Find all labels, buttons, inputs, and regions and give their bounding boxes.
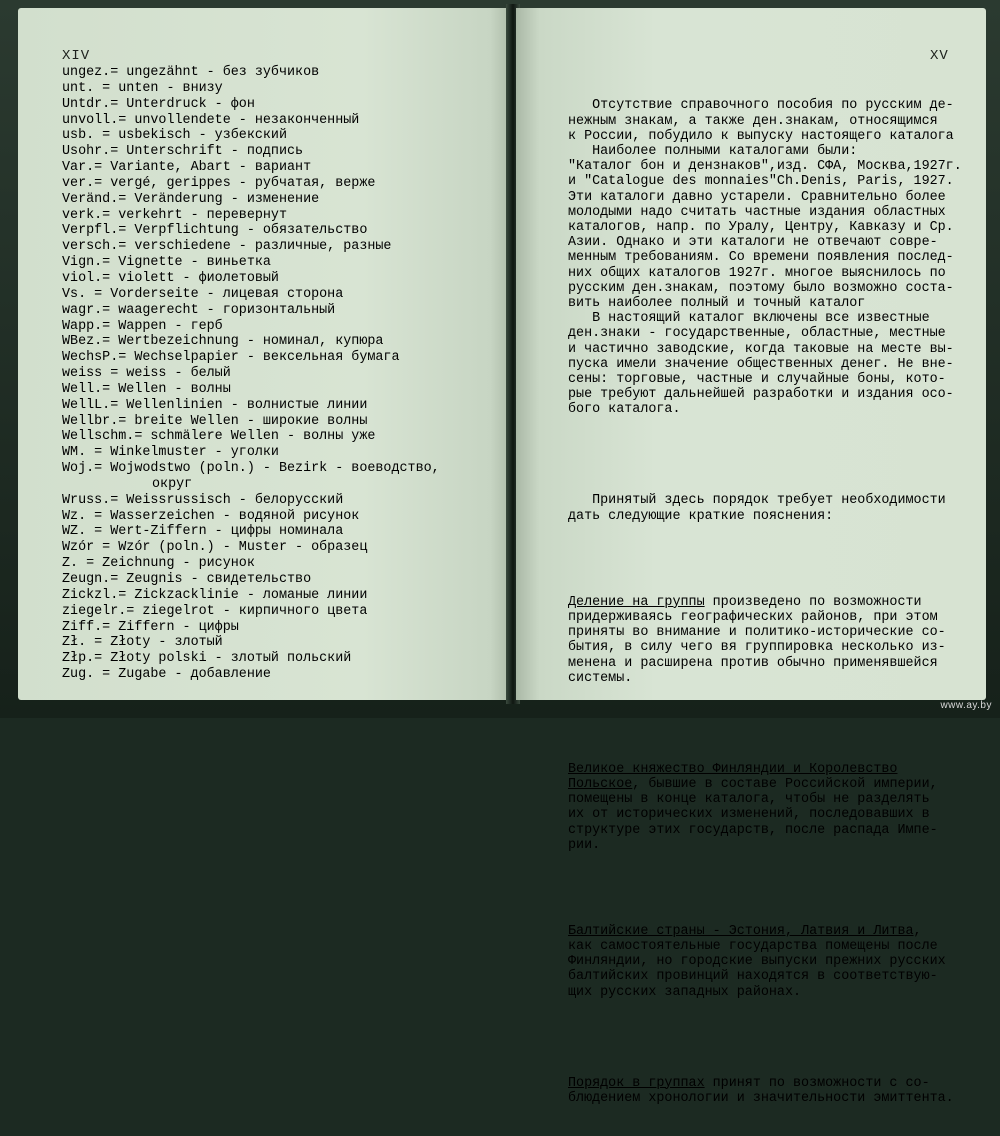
glossary-entry: Var.= Variante, Abart - вариант bbox=[62, 160, 312, 176]
text-line: них общих каталогов 1927г. многое выяснилось по bbox=[568, 265, 946, 281]
text-line: щих русских западных районах. bbox=[568, 984, 802, 1000]
paragraph-group-order bbox=[568, 1076, 968, 1106]
introduction-text bbox=[568, 68, 968, 1136]
glossary-entry: unvoll.= unvollendete - незаконченный bbox=[62, 112, 360, 128]
heading-division: Деление на группы bbox=[568, 594, 705, 610]
glossary-entry: Wzór = Wzór (poln.) - Muster - образец bbox=[62, 540, 368, 556]
text-line: и частично заводские, когда таковые на месте вы- bbox=[568, 341, 954, 357]
glossary-entry: Verpfl.= Verpflichtung - обязательство bbox=[62, 223, 368, 239]
paragraph-finland-poland bbox=[568, 762, 968, 853]
text-line: Эти каталоги давно устарели. Сравнительно более bbox=[568, 189, 946, 205]
glossary-entry: Woj.= Wojwodstwo (poln.) - Bezirk - воеводство, bbox=[62, 461, 440, 477]
glossary-entry: округ bbox=[152, 476, 193, 492]
page-number-right: XV bbox=[930, 48, 949, 64]
glossary-entry: Zickzl.= Zickzacklinie - ломаные линии bbox=[62, 587, 368, 603]
text-line: рые требуют дальнейшей разработки и издания осо- bbox=[568, 387, 954, 403]
glossary-entry: Wellbr.= breite Wellen - широкие волны bbox=[62, 413, 368, 429]
glossary-entry: Wz. = Wasserzeichen - водяной рисунок bbox=[62, 508, 360, 524]
glossary-entry: verk.= verkehrt - перевернут bbox=[62, 207, 287, 223]
text-line: менена и расширена против обычно применявшейся bbox=[568, 655, 938, 671]
text-line: "Каталог бон и дензнаков",изд. СФА, Москва,1927г. bbox=[568, 159, 962, 175]
text-line: нежным знакам, а также ден.знакам, относящимся bbox=[568, 113, 938, 129]
glossary-entry: Złp.= Złoty polski - злотый польский bbox=[62, 651, 352, 667]
text-line: произведено по возможности bbox=[704, 594, 922, 610]
page-number-left: XIV bbox=[62, 48, 91, 64]
text-line: рии. bbox=[568, 837, 601, 853]
glossary-entry: ungez.= ungezähnt - без зубчиков bbox=[62, 65, 320, 80]
text-line: Азии. Однако и эти каталоги не отвечают совре- bbox=[568, 235, 938, 251]
text-line: Отсутствие справочного пособия по русским де- bbox=[568, 98, 954, 114]
text-line: к России, побудило к выпуску настоящего каталога bbox=[568, 128, 954, 144]
glossary-entry: WBez.= Wertbezeichnung - номинал, купюра bbox=[62, 334, 384, 350]
text-line: каталогов, напр. по Уралу, Центру, Кавказу и Ср. bbox=[568, 220, 954, 236]
text-line: Принятый здесь порядок требует необходимости bbox=[568, 493, 946, 509]
watermark: www.ay.by bbox=[940, 700, 992, 711]
text-line: , bbox=[913, 923, 922, 939]
glossary-entry: Wapp.= Wappen - герб bbox=[62, 318, 223, 334]
glossary-entry: unt. = unten - внизу bbox=[62, 80, 223, 96]
text-line: русским ден.знакам, поэтому было возможно соста- bbox=[568, 280, 954, 296]
glossary-entry: versch.= verschiedene - различные, разные bbox=[62, 239, 392, 255]
text-line: Финляндии, но городские выпуски прежних русских bbox=[568, 954, 946, 970]
paragraph-order bbox=[568, 493, 968, 523]
heading-baltic: Балтийские страны - Эстония, Латвия и Литва bbox=[568, 923, 914, 939]
glossary-entry: Wruss.= Weissrussisch - белорусский bbox=[62, 492, 344, 508]
text-line: помещены в конце каталога, чтобы не разделять bbox=[568, 792, 930, 808]
glossary-entry: Untdr.= Unterdruck - фон bbox=[62, 96, 255, 112]
glossary-entry: Ziff.= Ziffern - цифры bbox=[62, 619, 239, 635]
heading-group-order: Порядок в группах bbox=[568, 1075, 705, 1091]
glossary-entry: Zł. = Złoty - злотый bbox=[62, 635, 223, 651]
heading-finland-poland-1: Великое княжество Финляндии и Королевство bbox=[568, 761, 898, 777]
text-line: балтийских провинций находятся в соответствую- bbox=[568, 969, 938, 985]
heading-finland-poland-2: Польское bbox=[568, 776, 633, 792]
glossary-entry: Zug. = Zugabe - добавление bbox=[62, 667, 271, 683]
text-line: В настоящий каталог включены все известные bbox=[568, 311, 930, 327]
text-line: блюдением хронологии и значительности эмиттента. bbox=[568, 1090, 954, 1106]
glossary-entry: Veränd.= Veränderung - изменение bbox=[62, 191, 320, 207]
text-line: бого каталога. bbox=[568, 402, 681, 418]
paragraph-baltic bbox=[568, 924, 968, 1000]
glossary-entry: WechsP.= Wechselpapier - вексельная бумага bbox=[62, 350, 400, 366]
glossary-entry: weiss = weiss - белый bbox=[62, 366, 231, 382]
glossary-entry: WM. = Winkelmuster - уголки bbox=[62, 445, 279, 461]
glossary-entry: viol.= violett - фиолетовый bbox=[62, 270, 279, 286]
text-line: структуре этих государств, после распада Импе- bbox=[568, 822, 938, 838]
glossary-entry: Z. = Zeichnung - рисунок bbox=[62, 556, 255, 572]
glossary-entry: wagr.= waagerecht - горизонтальный bbox=[62, 302, 336, 318]
glossary-entry: Vign.= Vignette - виньетка bbox=[62, 255, 271, 271]
glossary-entry: ver.= vergé, gerippes - рубчатая, верже bbox=[62, 175, 376, 191]
text-line: бытия, в силу чего вя группировка несколько из- bbox=[568, 640, 946, 656]
text-line: приняты во внимание и политико-исторические со- bbox=[568, 625, 946, 641]
text-line: их от исторических изменений, последовавших в bbox=[568, 807, 930, 823]
text-line: и "Catalogue des monnaies"Ch.Denis, Paris, 1927. bbox=[568, 174, 954, 190]
text-line: придерживаясь географических районов, при этом bbox=[568, 609, 938, 625]
text-line: дать следующие краткие пояснения: bbox=[568, 508, 834, 524]
glossary-entry: usb. = usbekisch - узбекский bbox=[62, 128, 287, 144]
glossary-entry: Usohr.= Unterschrift - подпись bbox=[62, 144, 304, 160]
text-line: вить наиболее полный и точный каталог bbox=[568, 296, 866, 312]
text-line: Наиболее полными каталогами были: bbox=[568, 144, 858, 160]
text-line: системы. bbox=[568, 670, 633, 686]
glossary-entry: Vs. = Vorderseite - лицевая сторона bbox=[62, 286, 344, 302]
glossary-entry: Well.= Wellen - волны bbox=[62, 381, 231, 397]
glossary-entry: WZ. = Wert-Ziffern - цифры номинала bbox=[62, 524, 344, 540]
text-line: как самостоятельные государства помещены после bbox=[568, 938, 938, 954]
glossary-entry: Wellschm.= schmälere Wellen - волны уже bbox=[62, 429, 376, 445]
text-line: менным требованиям. Со времени появления послед- bbox=[568, 250, 954, 266]
text-line: пуска имели значение общественных денег. Не вне- bbox=[568, 356, 954, 372]
text-line: молодыми надо считать частные издания областных bbox=[568, 204, 946, 220]
text-line: принят по возможности с со- bbox=[704, 1075, 930, 1091]
glossary-entry: WellL.= Wellenlinien - волнистые линии bbox=[62, 397, 368, 413]
paragraph-intro bbox=[568, 98, 968, 417]
glossary-entry: ziegelr.= ziegelrot - кирпичного цвета bbox=[62, 603, 368, 619]
glossary-entry: Zeugn.= Zeugnis - свидетельство bbox=[62, 572, 312, 587]
paragraph-division bbox=[568, 595, 968, 686]
text-line: , бывшие в составе Российской империи, bbox=[632, 776, 938, 792]
abbreviation-glossary bbox=[62, 65, 440, 683]
text-line: ден.знаки - государственные, областные, местные bbox=[568, 326, 946, 342]
text-line: сены: торговые, частные и случайные боны, кото- bbox=[568, 372, 946, 388]
